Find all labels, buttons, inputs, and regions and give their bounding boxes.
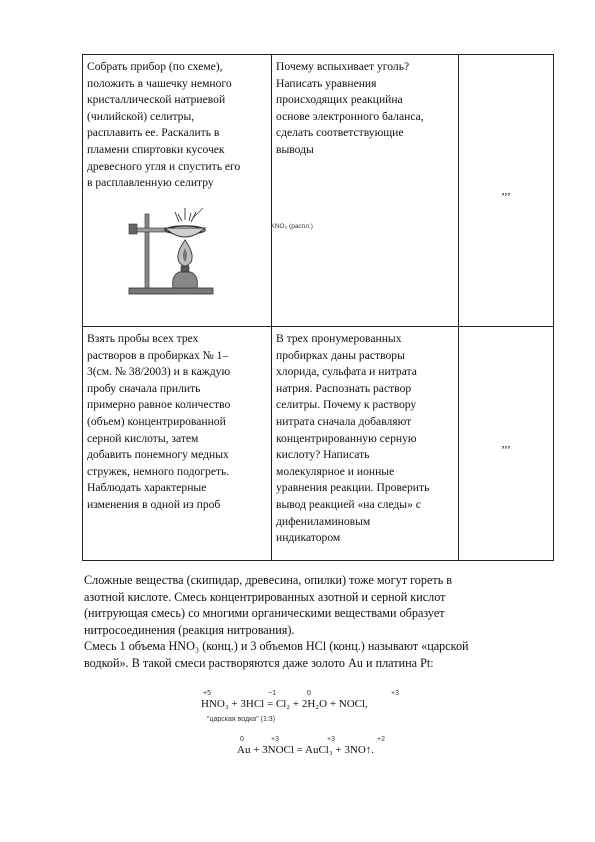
procedure-text: Собрать прибор (по схеме), положить в чашечку немного кристаллической натриевой (чилийской) селитры, расплавить ее. Раскалить в пламени спиртовки кусочек древесного угля и спустить его в расплавленную селитру [87, 60, 241, 190]
oxidation-state: 0 [307, 690, 311, 697]
table-row [83, 327, 554, 561]
result-mark: ,,, [501, 437, 511, 451]
oxidation-state: +3 [327, 736, 335, 743]
procedure-text: Взять пробы всех трех растворов в пробирках № 1– 3(см. № 38/2003) и в каждую пробу сначала прилить примерно равное количество (объем) концентрированной серной кислоты, затем добавить понемногу медных стружек, немного подогреть. Наблюдать характерные изменения в одной из проб [87, 332, 231, 511]
figure-label: KNO₃ (распл.) [270, 222, 313, 230]
question-text: Почему вспыхивает уголь? Написать уравнения происходящих реакцийна основе электронного баланса, сделать соответствующие выводы [276, 60, 424, 156]
question-cell [272, 55, 459, 327]
oxidation-state: 0 [240, 736, 244, 743]
question-cell [272, 327, 459, 561]
equation-1: HNO₃ + 3HCl = Cl₂ + 2H₂O + NOCl, [201, 698, 368, 710]
oxidation-state: −1 [268, 690, 276, 697]
equation-1-note: "царская водка" (1:3) [207, 716, 276, 723]
procedure-cell [83, 55, 313, 327]
result-cell [459, 327, 554, 561]
result-mark: ,,, [501, 184, 511, 198]
oxidation-state: +2 [377, 736, 385, 743]
oxidation-state: +5 [203, 690, 211, 697]
equation-2: Au + 3NOCl = AuCl₃ + 3NO↑. [237, 744, 375, 756]
table-row [83, 55, 554, 327]
paragraph-aqua-regia: Смесь 1 объема HNO₃ (конц.) и 3 объемов HCl (конц.) называют «царской водкой». В такой смеси растворяются даже золото Au и платина Pt: [84, 639, 469, 670]
experiment-table [82, 54, 554, 561]
paragraph-combustion: Сложные вещества (скипидар, древесина, опилки) тоже могут гореть в азотной кислоте. Смесь концентрированных азотной и серной кислот (нитрующая смесь) со многими органическими веществами образует нитросоединения (реакция нитрования). [84, 573, 453, 637]
lab-apparatus-figure [123, 200, 235, 300]
oxidation-state: +3 [391, 690, 399, 697]
result-cell [459, 55, 554, 327]
question-text: В трех пронумерованных пробирках даны растворы хлорида, сульфата и нитрата натрия. Распознать раствор селитры. Почему к раствору нитрата сначала добавляют концентрированную серную кислоту? Написать молекулярное и ионные уравнения реакции. Проверить вывод реакцией «на следы» с дифениламиновым индикатором [276, 332, 430, 545]
oxidation-state: +3 [271, 736, 279, 743]
procedure-cell [83, 327, 272, 561]
